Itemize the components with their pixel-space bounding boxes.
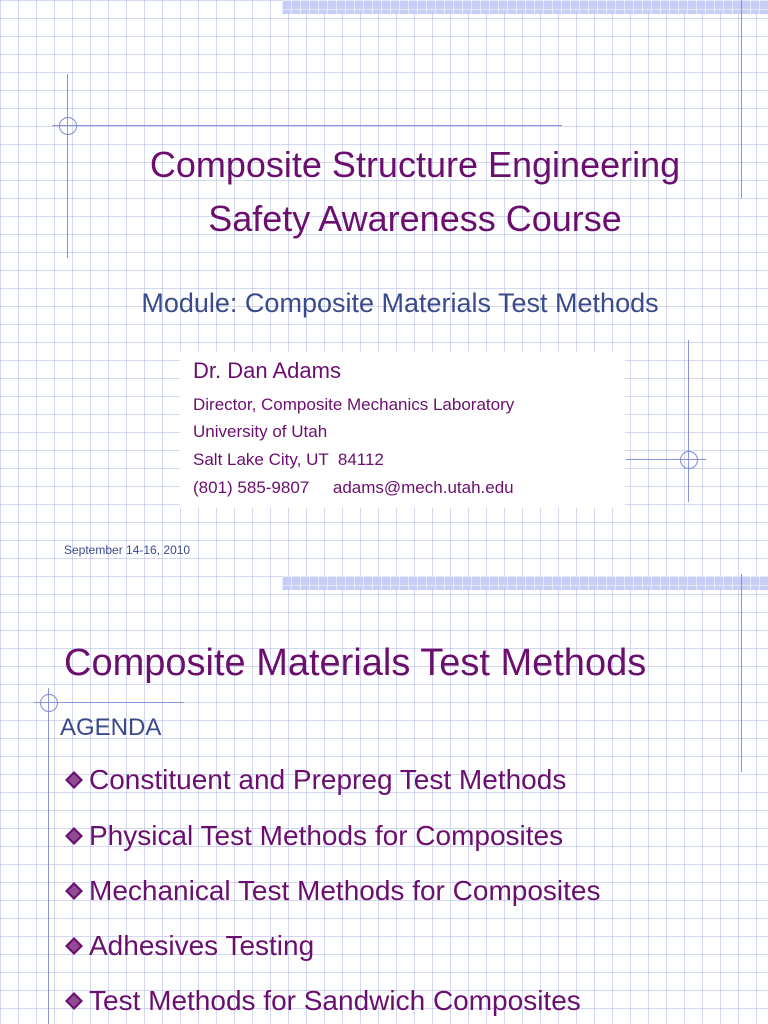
author-position: Director, Composite Mechanics Laboratory bbox=[193, 395, 515, 414]
agenda-heading: AGENDA bbox=[60, 714, 162, 741]
decor-vertical-line bbox=[48, 688, 49, 1024]
decor-horizontal-line bbox=[52, 125, 562, 126]
page-title bbox=[90, 138, 740, 246]
crosshair-circle-icon bbox=[680, 451, 698, 469]
diamond-bullet-icon bbox=[62, 934, 86, 958]
title-line-1: Composite Structure Engineering bbox=[149, 144, 681, 185]
crosshair-circle-icon bbox=[59, 117, 77, 135]
author-name: Dr. Dan Adams bbox=[193, 358, 341, 383]
diamond-bullet-icon bbox=[62, 824, 86, 848]
agenda-list-item bbox=[62, 819, 563, 853]
agenda-item-text: Mechanical Test Methods for Composites bbox=[89, 875, 601, 906]
diamond-bullet-icon bbox=[62, 768, 86, 792]
course-date: September 14-16, 2010 bbox=[64, 543, 191, 557]
agenda-item-text: Physical Test Methods for Composites bbox=[89, 820, 564, 851]
agenda-item-text: Test Methods for Sandwich Composites bbox=[89, 985, 581, 1016]
diamond-bullet-icon bbox=[62, 879, 86, 903]
agenda-list-item bbox=[62, 929, 314, 963]
module-subtitle: Module: Composite Materials Test Methods bbox=[141, 288, 659, 318]
agenda-item-text: Adhesives Testing bbox=[89, 930, 315, 961]
title-line-2: Safety Awareness Course bbox=[208, 198, 622, 239]
agenda-list-item bbox=[62, 984, 581, 1018]
agenda-list-item bbox=[62, 874, 601, 908]
author-info-box bbox=[180, 352, 625, 508]
diamond-bullet-icon bbox=[62, 989, 86, 1013]
author-city: Salt Lake City, UT 84112 bbox=[193, 450, 384, 469]
decor-vertical-line bbox=[741, 574, 742, 772]
crosshair-circle-icon bbox=[40, 694, 58, 712]
author-contact: (801) 585-9807 adams@mech.utah.edu bbox=[193, 478, 514, 497]
author-university: University of Utah bbox=[193, 422, 328, 441]
agenda-list-item bbox=[62, 763, 566, 797]
top-decorative-bar bbox=[282, 0, 768, 14]
agenda-slide-title: Composite Materials Test Methods bbox=[64, 642, 647, 684]
decor-vertical-line bbox=[688, 340, 689, 502]
agenda-item-text: Constituent and Prepreg Test Methods bbox=[89, 764, 567, 795]
agenda-slide bbox=[0, 574, 768, 1024]
top-decorative-bar bbox=[282, 576, 768, 590]
decor-vertical-line bbox=[67, 74, 68, 258]
decor-vertical-line bbox=[741, 0, 742, 198]
